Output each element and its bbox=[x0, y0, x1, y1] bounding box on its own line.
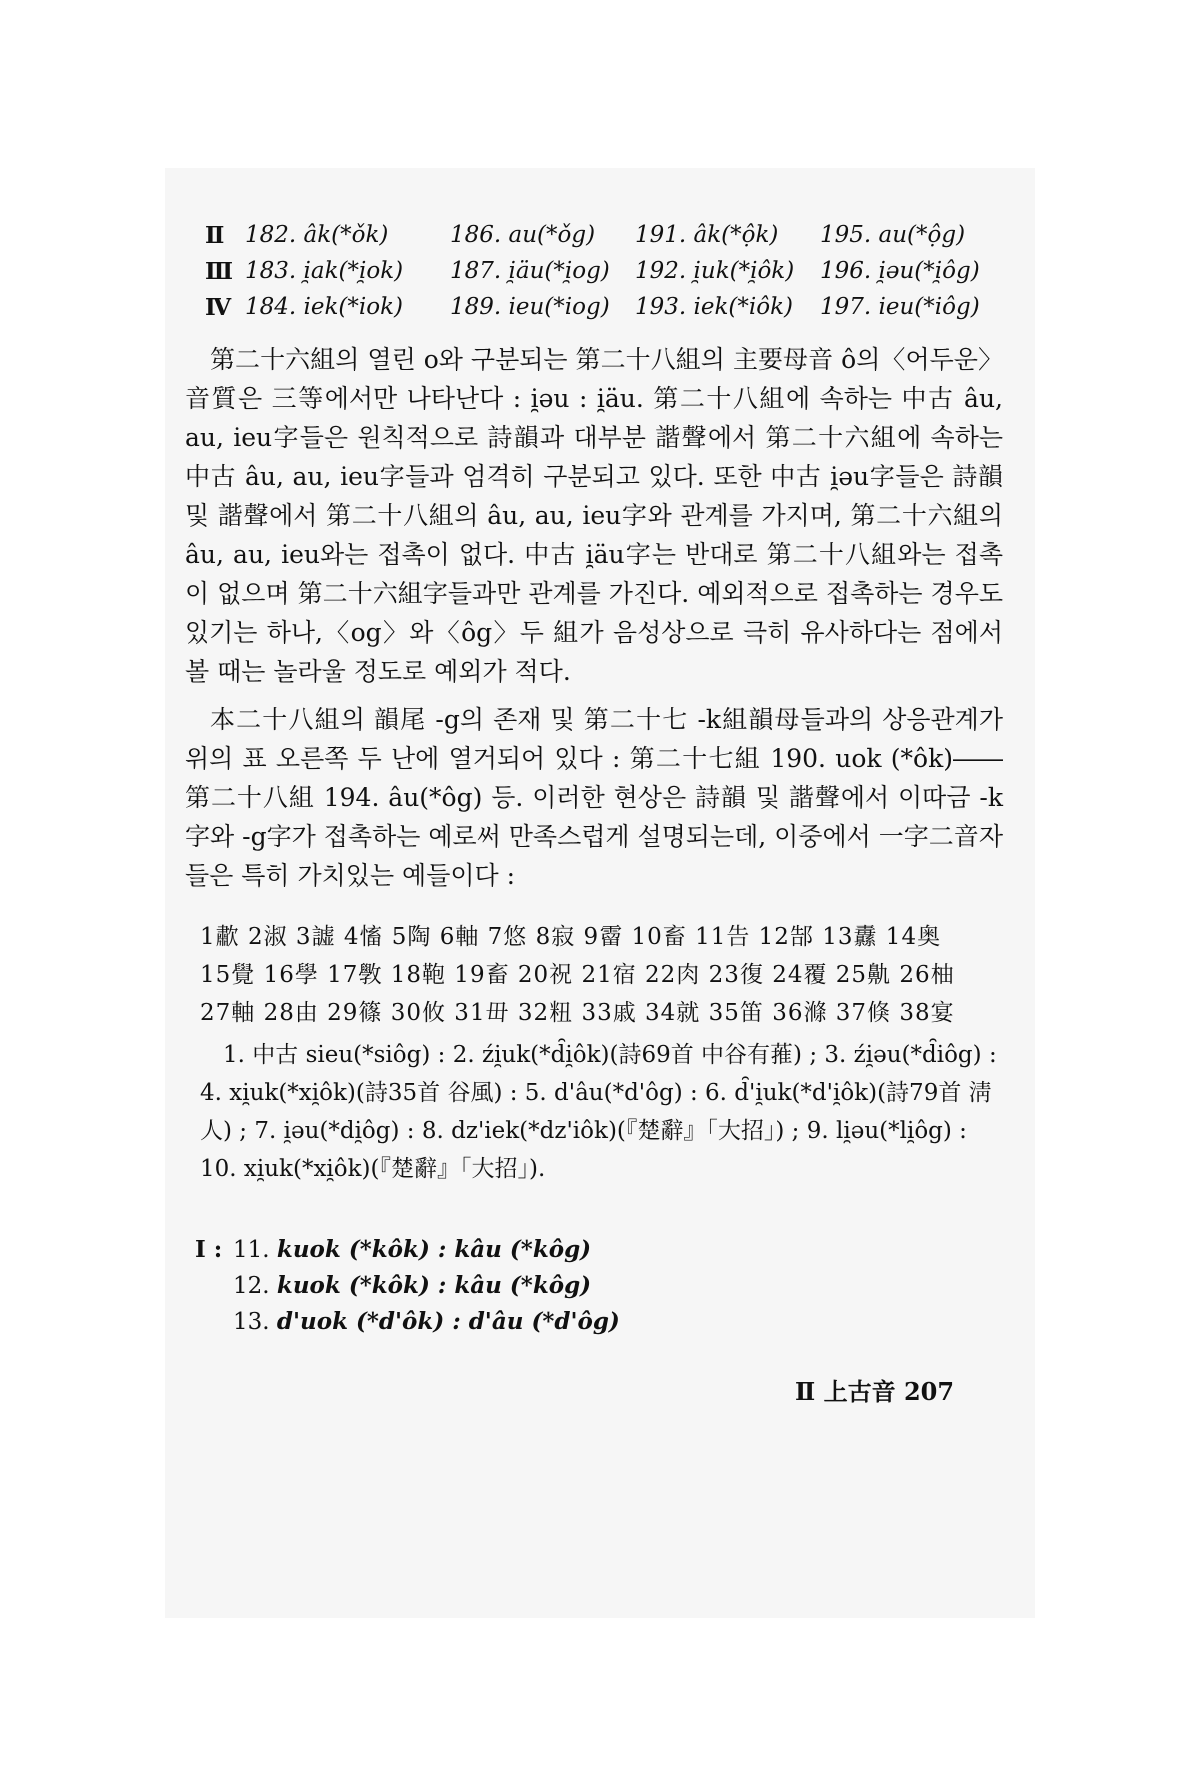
example-text: kuok (*kôk) : kâu (*kôg) bbox=[276, 1272, 592, 1299]
body-paragraph-2: 本二十八組의 韻尾 -g의 존재 및 第二十七 -k組韻母들과의 상응관계가 위의 표 오른쪽 두 난에 열거되어 있다 : 第二十七組 190. uok (*ôk)――第二十八組 194. âu(*ôg) 등. 이러한 현상은 詩韻 및 諧聲에서 이따금 -k字와 -g字가 접촉하는 예로써 만족스럽게 설명되는데, 이중에서 一字二音자들은 특히 가치있는 예들이다 : bbox=[185, 705, 1003, 890]
footer-section: Ⅱ 上古音 bbox=[795, 1377, 896, 1406]
table-cell: 184. iek(*iok) bbox=[245, 294, 404, 320]
page-footer bbox=[795, 1372, 954, 1407]
list-item bbox=[233, 1304, 620, 1340]
reading-notes: 1. 中古 sieu(*siôg) : 2. źi̯uk(*d̑i̯ôk)(詩69首 中谷有蓷) ; 3. źi̯əu(*d̑iôg) : 4. xi̯uk(*xi̯ôk)(詩35首 谷風) : 5. d'âu(*d'ôg) : 6. d̑'i̯uk(*d'i̯ôk)(詩79首 淸人) ; 7. i̯əu(*di̯ôg) : 8. dz'iek(*dz'iôk)(『楚辭』「大招」) ; 9. li̯əu(*li̯ôg) : 10. xi̯uk(*xi̯ôk)(『楚辭』「大招」). bbox=[200, 1042, 997, 1182]
list-item bbox=[233, 1232, 591, 1268]
list-item bbox=[233, 1268, 591, 1304]
example-number: 13. bbox=[233, 1309, 270, 1335]
table-cell: 182. âk(*ǒk) bbox=[245, 222, 389, 248]
table-cell: 191. âk(*ộk) bbox=[635, 222, 779, 248]
table-cell: 183. i̯ak(*i̯ok) bbox=[245, 258, 404, 284]
row-numeral: Ⅲ bbox=[205, 258, 234, 285]
table-cell: 196. i̯əu(*i̯ôg) bbox=[820, 258, 980, 284]
table-cell: 197. ieu(*iôg) bbox=[820, 294, 980, 320]
row-numeral: Ⅳ bbox=[205, 294, 232, 321]
table-cell: 195. au(*ộg) bbox=[820, 222, 966, 248]
example-text: kuok (*kôk) : kâu (*kôg) bbox=[276, 1236, 592, 1263]
example-number: 11. bbox=[233, 1237, 270, 1263]
table-cell: 189. ieu(*iog) bbox=[450, 294, 610, 320]
table-cell: 186. au(*ǒg) bbox=[450, 222, 596, 248]
character-list-line: 15覺 16學 17斆 18鞄 19畜 20祝 21宿 22肉 23復 24覆 25鼽 26柚 bbox=[200, 962, 955, 988]
character-list-line: 1歗 2淑 3譃 4慉 5陶 6軸 7悠 8寂 9霤 10畜 11告 12郜 13纛 14奥 bbox=[200, 924, 942, 950]
row-numeral: Ⅱ bbox=[205, 222, 225, 249]
table-cell: 192. i̯uk(*i̯ôk) bbox=[635, 258, 795, 284]
table-cell: 187. i̯äu(*i̯og) bbox=[450, 258, 610, 284]
character-list bbox=[200, 918, 1000, 1032]
example-number: 12. bbox=[233, 1273, 270, 1299]
character-list-line: 27軸 28由 29篠 30攸 31毌 32粈 33戚 34就 35笛 36滌 37倏 38宴 bbox=[200, 1000, 955, 1026]
page-number: 207 bbox=[903, 1377, 955, 1406]
example-text: d'uok (*d'ôk) : d'âu (*d'ôg) bbox=[276, 1308, 620, 1335]
table-cell: 193. iek(*iôk) bbox=[635, 294, 794, 320]
example-marker: Ⅰ : bbox=[195, 1236, 223, 1263]
body-paragraph-1: 第二十六組의 열린 o와 구분되는 第二十八組의 主要母音 ô의〈어두운〉音質은 三等에서만 나타난다 : i̯əu : i̯äu. 第二十八組에 속하는 中古 âu, au, ieu字들은 원칙적으로 詩韻과 대부분 諧聲에서 第二十六組에 속하는 中古 âu, au, ieu字들과 엄격히 구분되고 있다. 또한 中古 i̯əu字들은 詩韻 및 諧聲에서 第二十八組의 âu, au, ieu字와 관계를 가지며, 第二十六組의 âu, au, ieu와는 접촉이 없다. 中古 i̯äu字는 반대로 第二十八組와는 접촉이 없으며 第二十六組字들과만 관계를 가진다. 예외적으로 접촉하는 경우도 있기는 하나,〈og〉와〈ôg〉두 組가 음성상으로 극히 유사하다는 점에서 볼 때는 놀라울 정도로 예외가 적다. bbox=[185, 345, 1003, 686]
